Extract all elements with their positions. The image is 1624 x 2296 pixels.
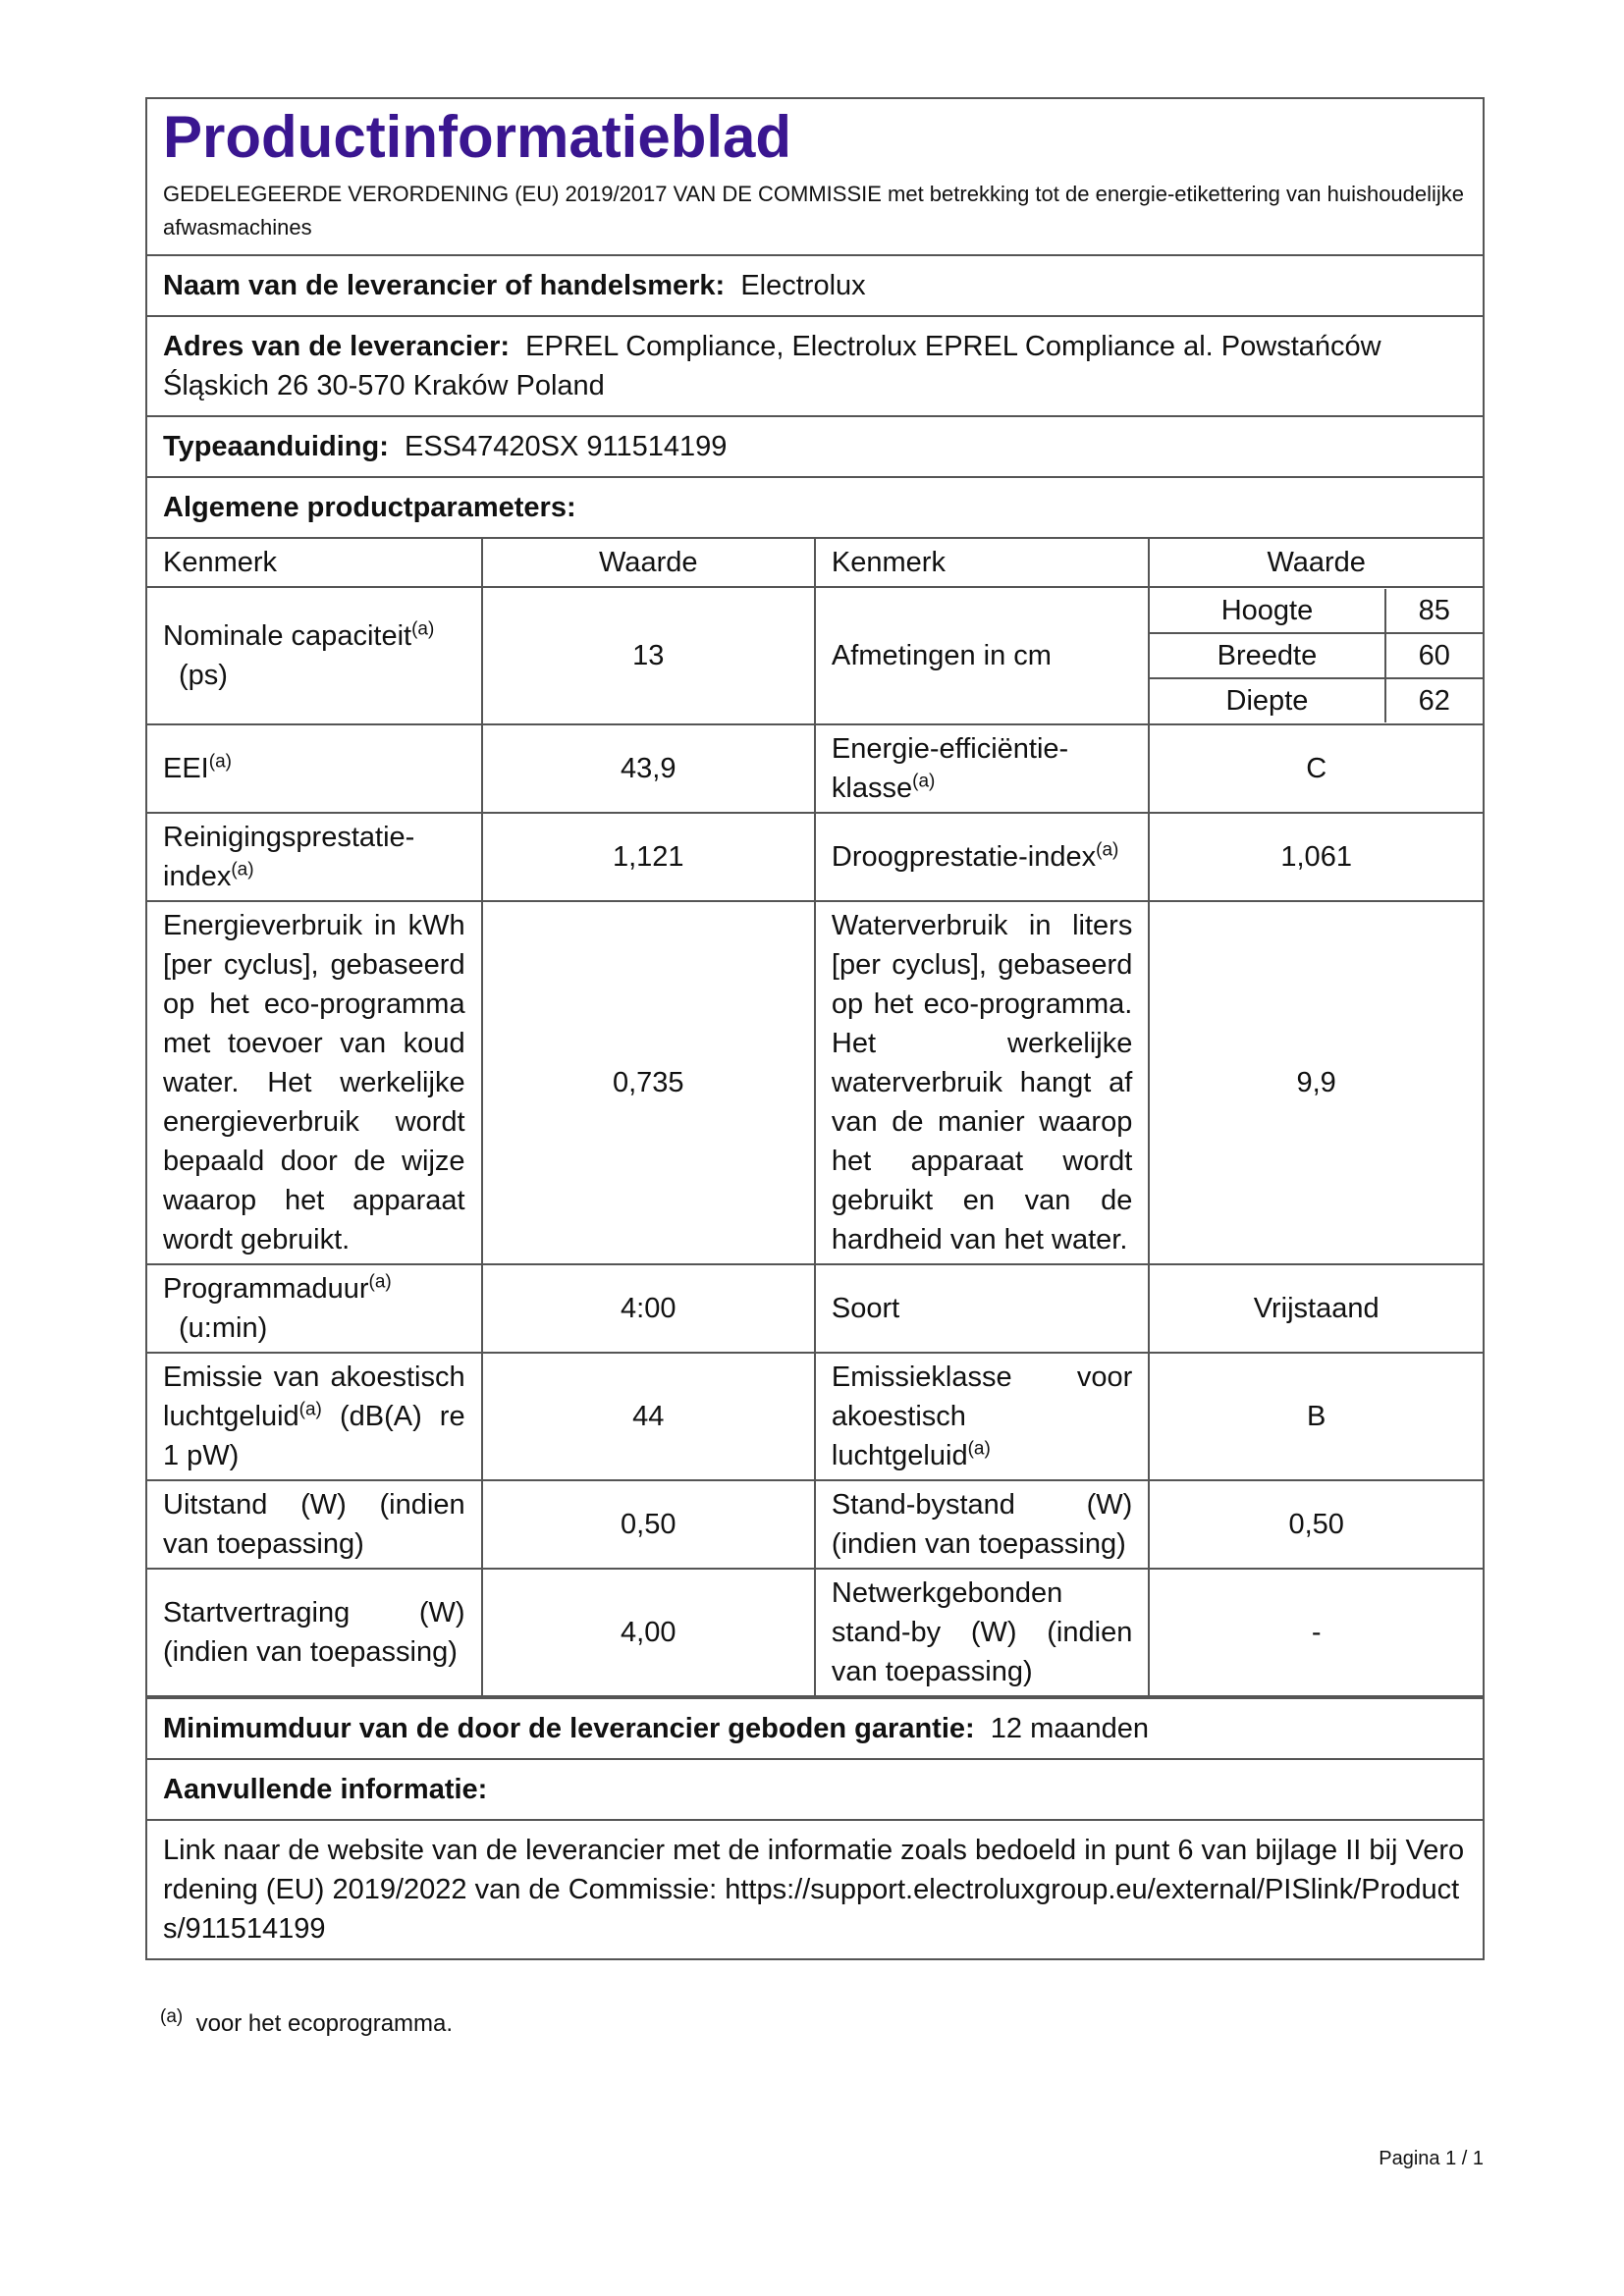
table-row <box>147 901 1483 1264</box>
water-consumption-value: 9,9 <box>1149 901 1483 1264</box>
type-value: Vrijstaand <box>1149 1264 1483 1353</box>
cleaning-label: Reinigingsprestatie-index <box>163 822 415 892</box>
additional-info-label: Aanvullende informatie: <box>163 1774 488 1805</box>
dimension-row <box>1150 589 1483 633</box>
energy-consumption-value: 0,735 <box>482 901 815 1264</box>
noise-value: 44 <box>482 1353 815 1480</box>
dimension-row <box>1150 633 1483 678</box>
capacity-label: Nominale capaciteit <box>163 620 412 652</box>
standby-value: 0,50 <box>1149 1480 1483 1569</box>
table-row <box>147 1480 1483 1569</box>
header-waarde-2: Waarde <box>1149 539 1483 587</box>
supplier-value: Electrolux <box>740 270 866 301</box>
off-mode-label: Uitstand (W) (indien van toepassing) <box>147 1480 482 1569</box>
energy-consumption-label: Energieverbruik in kWh [per cyclus], gebaseerd op het eco-programma met toevoer van koud water. Het werkelijke energieverbruik wordt bepaald door de wijze waarop het apparaat wordt gebruikt. <box>147 901 482 1264</box>
water-consumption-label: Waterverbruik in liters [per cyclus], gebaseerd op het eco-programma. Het werkelijke waterverbruik hangt af van de manier waarop het apparaat wordt gebruikt en van de hardheid van het water. <box>815 901 1149 1264</box>
dimensions-table <box>1150 589 1483 722</box>
dimension-row <box>1150 678 1483 722</box>
page-title: Productinformatieblad <box>163 104 792 170</box>
table-row <box>147 1353 1483 1480</box>
width-label: Breedte <box>1150 633 1384 678</box>
drying-label: Droogprestatie-index <box>831 841 1097 873</box>
drying-value: 1,061 <box>1149 813 1483 901</box>
regulation-subtitle: GEDELEGEERDE VERORDENING (EU) 2019/2017 VAN DE COMMISSIE met betrekking tot de energie-etikettering van huishoudelijke afwasmachines <box>147 178 1483 256</box>
duration-value: 4:00 <box>482 1264 815 1353</box>
model-value: ESS47420SX 911514199 <box>404 431 728 462</box>
cleaning-label-cell <box>147 813 482 901</box>
off-mode-value: 0,50 <box>482 1480 815 1569</box>
duration-label-cell <box>147 1264 482 1353</box>
table-row <box>147 1264 1483 1353</box>
energy-class-label-cell <box>815 724 1149 813</box>
table-row <box>147 1569 1483 1696</box>
type-label: Soort <box>815 1264 1149 1353</box>
header-waarde-1: Waarde <box>482 539 815 587</box>
noise-class-value: B <box>1149 1353 1483 1480</box>
duration-label: Programmaduur <box>163 1273 369 1305</box>
delay-start-value: 4,00 <box>482 1569 815 1696</box>
noise-label: Emissie van akoestisch luchtgeluid <box>163 1362 465 1432</box>
footnote <box>160 2006 454 2039</box>
eei-value: 43,9 <box>482 724 815 813</box>
footnote-marker: (a) <box>411 618 435 640</box>
table-row <box>147 813 1483 901</box>
table-row <box>147 587 1483 724</box>
dimensions-cell <box>1149 587 1483 724</box>
product-information-sheet <box>145 97 1485 1960</box>
footnote-mark: (a) <box>160 2006 184 2027</box>
capacity-value: 13 <box>482 587 815 724</box>
height-label: Hoogte <box>1150 589 1384 633</box>
drying-label-cell <box>815 813 1149 901</box>
duration-unit: (u:min) <box>179 1312 268 1344</box>
noise-class-label: Emissieklasse voor akoestisch luchtgeluid <box>831 1362 1133 1471</box>
footnote-marker: (a) <box>208 751 232 773</box>
noise-class-label-cell <box>815 1353 1149 1480</box>
footnote-marker: (a) <box>368 1271 392 1293</box>
energy-class-value: C <box>1149 724 1483 813</box>
standby-label: Stand-bystand (W) (indien van toepassing) <box>815 1480 1149 1569</box>
eei-label-cell <box>147 724 482 813</box>
guarantee-value: 12 maanden <box>990 1713 1150 1744</box>
capacity-unit: (ps) <box>179 660 228 691</box>
page-number: Pagina 1 / 1 <box>1379 2148 1484 2169</box>
address-row <box>147 317 1483 417</box>
header-kenmerk-2: Kenmerk <box>815 539 1149 587</box>
general-parameters-heading <box>147 478 1483 539</box>
noise-label-cell <box>147 1353 482 1480</box>
header-kenmerk-1: Kenmerk <box>147 539 482 587</box>
network-standby-label: Netwerkgebonden stand-by (W) (indien van toepassing) <box>815 1569 1149 1696</box>
depth-label: Diepte <box>1150 678 1384 722</box>
supplier-label: Naam van de leverancier of handelsmerk: <box>163 270 726 301</box>
model-row <box>147 417 1483 478</box>
footnote-marker: (a) <box>231 859 254 881</box>
height-value: 85 <box>1385 589 1483 633</box>
energy-class-label: Energie-efficiëntie-klasse <box>831 733 1069 804</box>
footnote-marker: (a) <box>1096 839 1119 861</box>
dimensions-label: Afmetingen in cm <box>815 587 1149 724</box>
footnote-text: voor het ecoprogramma. <box>195 2010 454 2037</box>
address-value: EPREL Compliance, Electrolux EPREL Compliance al. Powstańców Śląskich 26 30-570 Kraków Poland <box>163 331 1381 401</box>
depth-value: 62 <box>1385 678 1483 722</box>
table-row <box>147 724 1483 813</box>
cleaning-value: 1,121 <box>482 813 815 901</box>
additional-info-heading <box>147 1760 1483 1821</box>
additional-info-text: Link naar de website van de leverancier met de informatie zoals bedoeld in punt 6 van bijlage II bij Verordening (EU) 2019/2022 van de Commissie: https://support.electroluxgroup.eu/external/PISlink/Products/911514199 <box>163 1835 1465 1945</box>
capacity-label-cell <box>147 587 482 724</box>
table-header-row <box>147 539 1483 587</box>
noise-unit: (dB(A) re 1 pW) <box>163 1401 465 1471</box>
address-label: Adres van de leverancier: <box>163 331 511 362</box>
model-label: Typeaanduiding: <box>163 431 389 462</box>
supplier-row <box>147 256 1483 317</box>
width-value: 60 <box>1385 633 1483 678</box>
eei-label: EEI <box>163 753 209 784</box>
general-heading-label: Algemene productparameters: <box>163 492 576 523</box>
guarantee-row <box>147 1697 1483 1760</box>
footnote-marker: (a) <box>967 1438 991 1460</box>
network-standby-value: - <box>1149 1569 1483 1696</box>
delay-start-label: Startvertraging (W) (indien van toepassing) <box>147 1569 482 1696</box>
parameters-table <box>147 539 1483 1697</box>
guarantee-label: Minimumduur van de door de leverancier geboden garantie: <box>163 1713 975 1744</box>
footnote-marker: (a) <box>912 771 936 792</box>
footnote-marker: (a) <box>298 1399 322 1420</box>
